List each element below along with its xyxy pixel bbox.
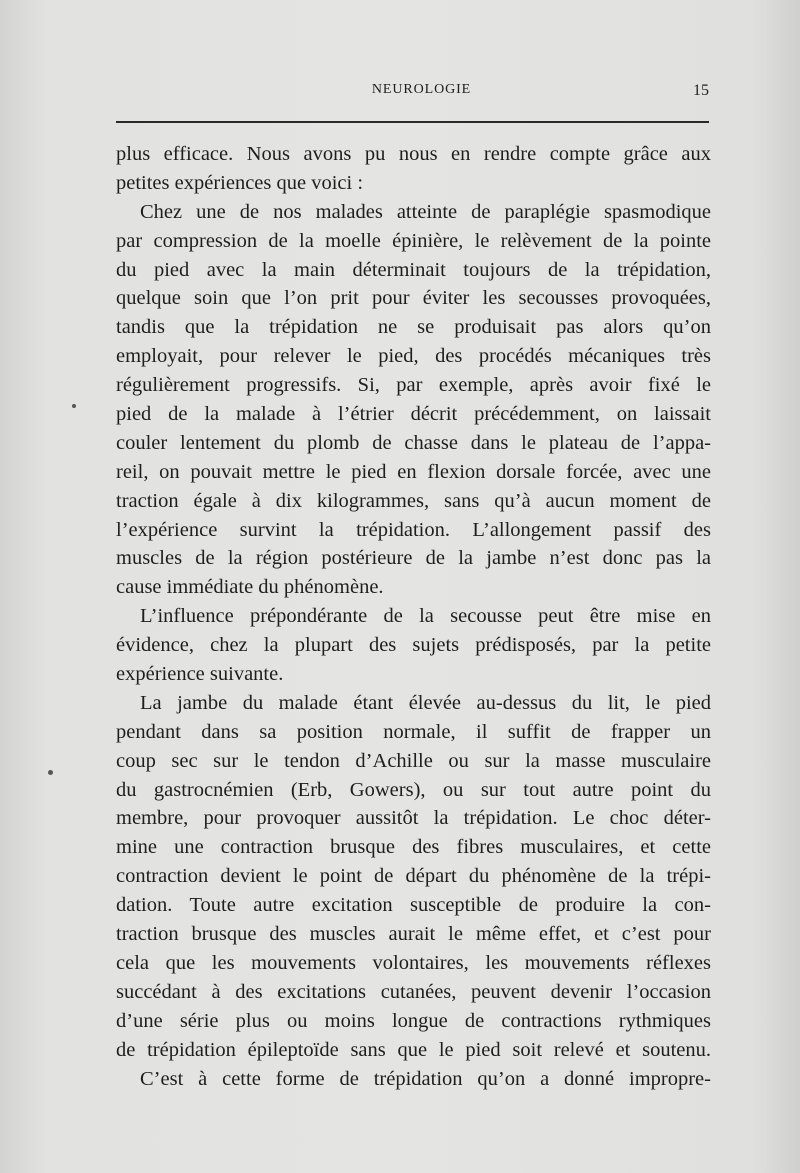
text-line: traction brusque des muscles aurait le même effet, et c’est pour	[116, 923, 711, 946]
text-line: employait, pour relever le pied, des procédés mécaniques très	[116, 345, 711, 368]
text-line: plus efficace. Nous avons pu nous en rendre compte grâce aux	[116, 143, 711, 165]
text-line: évidence, chez la plupart des sujets prédisposés, par la petite	[116, 634, 711, 657]
text-line: tandis que la trépidation ne se produisait pas alors qu’on	[116, 316, 711, 339]
text-line: cela que les mouvements volontaires, les mouvements réflexes	[116, 951, 711, 974]
text-line: muscles de la région postérieure de la jambe n’est donc pas la	[116, 547, 711, 570]
text-line: dation. Toute autre excitation susceptible de produire la con-	[116, 894, 711, 917]
running-title: NEUROLOGIE	[371, 82, 472, 97]
body-text	[116, 140, 711, 1093]
text-line: mine une contraction brusque des fibres musculaires, et cette	[116, 836, 711, 859]
page-header	[116, 82, 709, 102]
paper-speck	[72, 404, 76, 408]
text-line: du pied avec la main déterminait toujours de la trépidation,	[116, 258, 711, 281]
text-line: par compression de la moelle épinière, le relèvement de la pointe	[116, 229, 711, 252]
text-line: cause immédiate du phénomène.	[116, 576, 384, 599]
text-line: contraction devient le point de départ du phénomène de la trépi-	[116, 865, 711, 888]
text-line: d’une série plus ou moins longue de contractions rythmiques	[116, 1009, 711, 1032]
text-line: régulièrement progressifs. Si, par exemple, après avoir fixé le	[116, 374, 711, 397]
header-rule	[116, 121, 709, 123]
paper-speck	[48, 770, 53, 775]
text-line: du gastrocnémien (Erb, Gowers), ou sur tout autre point du	[116, 778, 711, 801]
text-line: couler lentement du plomb de chasse dans le plateau de l’appa-	[116, 431, 711, 454]
text-line: succédant à des excitations cutanées, peuvent devenir l’occasion	[116, 980, 711, 1003]
text-line: membre, pour provoquer aussitôt la trépidation. Le choc déter-	[116, 807, 711, 830]
text-line: petites expériences que voici :	[116, 171, 364, 194]
text-line: C’est à cette forme de trépidation qu’on a donné impropre-	[140, 1067, 711, 1090]
text-line: coup sec sur le tendon d’Achille ou sur la masse musculaire	[116, 749, 711, 772]
text-line: quelque soin que l’on prit pour éviter les secousses provoquées,	[116, 287, 711, 310]
text-line: traction égale à dix kilogrammes, sans qu’à aucun moment de	[116, 489, 711, 512]
text-line: Chez une de nos malades atteinte de paraplégie spasmodique	[140, 200, 711, 223]
text-line: expérience suivante.	[116, 663, 284, 686]
text-line: pied de la malade à l’étrier décrit précédemment, on laissait	[116, 403, 711, 426]
text-line: de trépidation épileptoïde sans que le pied soit relevé et soutenu.	[116, 1038, 711, 1061]
text-line: L’influence prépondérante de la secousse peut être mise en	[140, 605, 711, 628]
text-line: l’expérience survint la trépidation. L’allongement passif des	[116, 518, 711, 541]
text-line: pendant dans sa position normale, il suffit de frapper un	[116, 720, 711, 743]
text-line: La jambe du malade étant élevée au-dessus du lit, le pied	[140, 691, 711, 714]
text-line: reil, on pouvait mettre le pied en flexion dorsale forcée, avec une	[116, 460, 711, 483]
page-number: 15	[693, 82, 709, 99]
